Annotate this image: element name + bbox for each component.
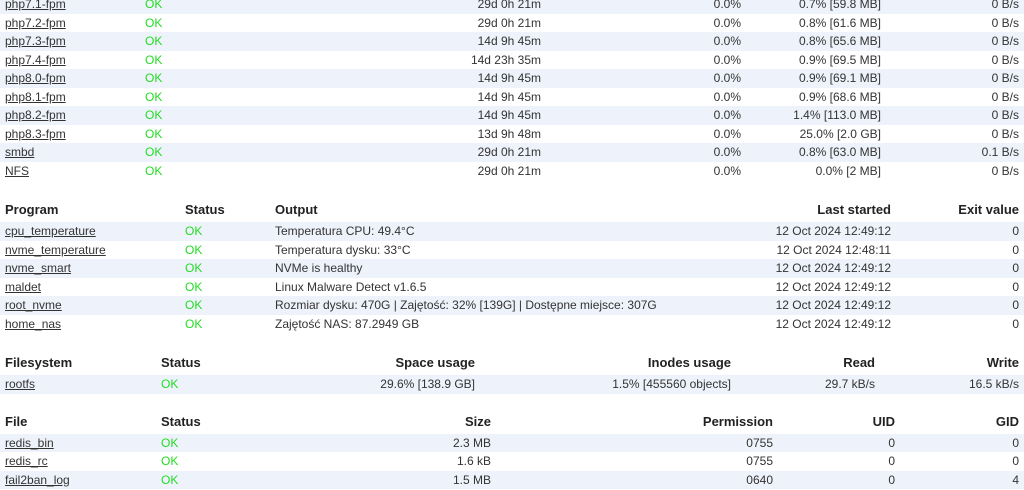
cpu-cell: 0.0% [546,0,746,14]
col-header-uid: UID [872,413,895,429]
memory-cell: 0.9% [69.1 MB] [746,69,886,88]
col-header-filesystem: Filesystem [5,355,73,370]
table-row [0,32,1024,51]
read-cell: 0 B/s [886,106,1024,125]
file-link[interactable]: redis_bin [5,435,54,450]
cpu-cell: 0.0% [546,51,746,70]
uid-cell: 0 [778,434,900,453]
process-link[interactable]: php8.3-fpm [5,126,66,141]
status-ok: OK [156,434,266,453]
last-started-cell: 12 Oct 2024 12:48:11 [700,241,896,260]
read-cell: 0 B/s [886,125,1024,144]
size-cell: 1.5 MB [266,471,496,490]
uptime-cell: 13d 9h 48m [400,125,546,144]
last-started-cell: 12 Oct 2024 12:49:12 [700,259,896,278]
table-row [0,278,1024,297]
cpu-cell: 0.0% [546,32,746,51]
status-ok: OK [140,125,400,144]
status-ok: OK [140,106,400,125]
status-ok: OK [140,14,400,33]
col-header-status: Status [161,413,201,429]
table-header-row [0,198,1024,222]
status-ok: OK [140,69,400,88]
read-cell: 0 B/s [886,32,1024,51]
status-ok: OK [180,315,270,334]
uptime-cell: 14d 9h 45m [400,69,546,88]
gid-cell: 4 [900,471,1024,490]
cpu-cell: 0.0% [546,143,746,162]
col-header-write: Write [986,355,1019,370]
uptime-cell: 29d 0h 21m [400,162,546,181]
memory-cell: 25.0% [2.0 GB] [746,125,886,144]
read-cell: 0 B/s [886,0,1024,14]
gid-cell: 0 [900,452,1024,471]
col-header-last-started: Last started [817,202,891,217]
col-header-permission: Permission [702,413,773,429]
permission-cell: 0640 [496,471,778,490]
cpu-cell: 0.0% [546,69,746,88]
exit-value-cell: 0 [896,278,1024,297]
exit-value-cell: 0 [896,241,1024,260]
status-ok: OK [140,0,400,14]
file-link[interactable]: redis_rc [5,454,48,468]
memory-cell: 0.8% [61.6 MB] [746,14,886,33]
status-ok: OK [180,278,270,297]
uptime-cell: 29d 0h 21m [400,14,546,33]
table-row [0,162,1024,181]
size-cell: 2.3 MB [266,434,496,453]
process-table [0,0,1024,180]
filesystem-table [0,351,1024,394]
permission-cell: 0755 [496,452,778,471]
memory-cell: 0.7% [59.8 MB] [746,0,886,14]
program-link[interactable]: maldet [5,279,42,294]
table-row [0,106,1024,125]
process-link[interactable]: smbd [5,145,35,159]
col-header-file: File [5,413,28,429]
program-link[interactable]: root_nvme [5,298,62,312]
table-row [0,434,1024,453]
inodes-usage-cell: 1.5% [455560 objects] [480,375,736,394]
space-usage-cell: 29.6% [138.9 GB] [266,375,480,394]
table-row [0,296,1024,315]
program-table [0,198,1024,333]
read-cell: 0 B/s [886,88,1024,107]
status-ok: OK [180,222,270,241]
uid-cell: 0 [778,471,900,490]
write-cell: 16.5 kB/s [880,375,1024,394]
table-row [0,14,1024,33]
col-header-status: Status [161,355,201,370]
program-table-body [0,222,1024,333]
table-row [0,375,1024,394]
status-ok: OK [156,471,266,490]
file-table-body [0,434,1024,490]
permission-cell: 0755 [496,434,778,453]
cpu-cell: 0.0% [546,125,746,144]
col-header-gid: GID [995,413,1019,429]
output-cell: Rozmiar dysku: 470G | Zajętość: 32% [139G] | Dostępne miejsce: 307G [270,296,700,315]
memory-cell: 0.9% [69.5 MB] [746,51,886,70]
status-ok: OK [180,241,270,260]
memory-cell: 0.8% [65.6 MB] [746,32,886,51]
status-ok: OK [140,143,400,162]
table-row [0,125,1024,144]
uptime-cell: 29d 0h 21m [400,0,546,14]
process-link[interactable]: php7.4-fpm [5,52,66,67]
output-cell: Temperatura CPU: 49.4°C [270,222,700,241]
table-row [0,259,1024,278]
section-spacer [0,180,1024,198]
program-link[interactable]: nvme_smart [5,261,72,275]
col-header-exit-value: Exit value [958,202,1019,217]
read-cell: 29.7 kB/s [736,375,880,394]
filesystem-link[interactable]: rootfs [5,377,36,391]
read-cell: 0 B/s [886,51,1024,70]
read-cell: 0 B/s [886,14,1024,33]
table-row [0,69,1024,88]
output-cell: Temperatura dysku: 33°C [270,241,700,260]
process-link[interactable]: php7.3-fpm [5,34,66,48]
status-ok: OK [140,32,400,51]
table-row [0,241,1024,260]
status-ok: OK [140,162,400,181]
table-header-row [0,351,1024,375]
col-header-inodes-usage: Inodes usage [647,355,731,370]
col-header-status: Status [185,202,225,217]
program-link[interactable]: nvme_temperature [5,242,106,257]
process-link[interactable]: php8.1-fpm [5,89,66,104]
output-cell: Linux Malware Detect v1.6.5 [270,278,700,297]
uid-cell: 0 [778,452,900,471]
file-link[interactable]: fail2ban_log [5,472,70,487]
memory-cell: 0.8% [63.0 MB] [746,143,886,162]
output-cell: Zajętość NAS: 87.2949 GB [270,315,700,334]
col-header-space-usage: Space usage [395,355,475,370]
table-row [0,315,1024,334]
table-row [0,452,1024,471]
program-link[interactable]: home_nas [5,316,62,331]
filesystem-table-body [0,375,1024,394]
last-started-cell: 12 Oct 2024 12:49:12 [700,315,896,334]
cpu-cell: 0.0% [546,106,746,125]
table-header-row [0,410,1024,434]
table-row [0,222,1024,241]
status-ok: OK [140,51,400,70]
cpu-cell: 0.0% [546,14,746,33]
status-ok: OK [140,88,400,107]
read-cell: 0.1 B/s [886,143,1024,162]
process-link[interactable]: php8.0-fpm [5,71,66,85]
table-row [0,471,1024,490]
size-cell: 1.6 kB [266,452,496,471]
file-table [0,410,1024,490]
exit-value-cell: 0 [896,259,1024,278]
cpu-cell: 0.0% [546,162,746,181]
uptime-cell: 14d 23h 35m [400,51,546,70]
table-row [0,51,1024,70]
uptime-cell: 14d 9h 45m [400,88,546,107]
memory-cell: 0.9% [68.6 MB] [746,88,886,107]
memory-cell: 0.0% [2 MB] [746,162,886,181]
exit-value-cell: 0 [896,222,1024,241]
status-ok: OK [156,375,266,394]
uptime-cell: 14d 9h 45m [400,106,546,125]
uptime-cell: 14d 9h 45m [400,32,546,51]
read-cell: 0 B/s [886,69,1024,88]
col-header-size: Size [464,413,491,429]
table-row [0,143,1024,162]
program-link[interactable]: cpu_temperature [5,224,96,238]
gid-cell: 0 [900,434,1024,453]
output-cell: NVMe is healthy [270,259,700,278]
exit-value-cell: 0 [896,296,1024,315]
exit-value-cell: 0 [896,315,1024,334]
process-link[interactable]: php7.2-fpm [5,15,66,30]
table-row [0,88,1024,107]
memory-cell: 1.4% [113.0 MB] [746,106,886,125]
cpu-cell: 0.0% [546,88,746,107]
last-started-cell: 12 Oct 2024 12:49:12 [700,278,896,297]
process-link[interactable]: php8.2-fpm [5,108,66,122]
last-started-cell: 12 Oct 2024 12:49:12 [700,296,896,315]
section-spacer [0,394,1024,410]
uptime-cell: 29d 0h 21m [400,143,546,162]
process-link[interactable]: php7.1-fpm [5,0,66,11]
last-started-cell: 12 Oct 2024 12:49:12 [700,222,896,241]
read-cell: 0 B/s [886,162,1024,181]
status-ok: OK [180,296,270,315]
process-table-body [0,0,1024,180]
table-row [0,0,1024,14]
process-link[interactable]: NFS [5,163,29,178]
status-ok: OK [180,259,270,278]
section-spacer [0,333,1024,351]
status-ok: OK [156,452,266,471]
col-header-read: Read [843,355,875,370]
col-header-program: Program [5,202,59,217]
col-header-output: Output [275,202,318,217]
